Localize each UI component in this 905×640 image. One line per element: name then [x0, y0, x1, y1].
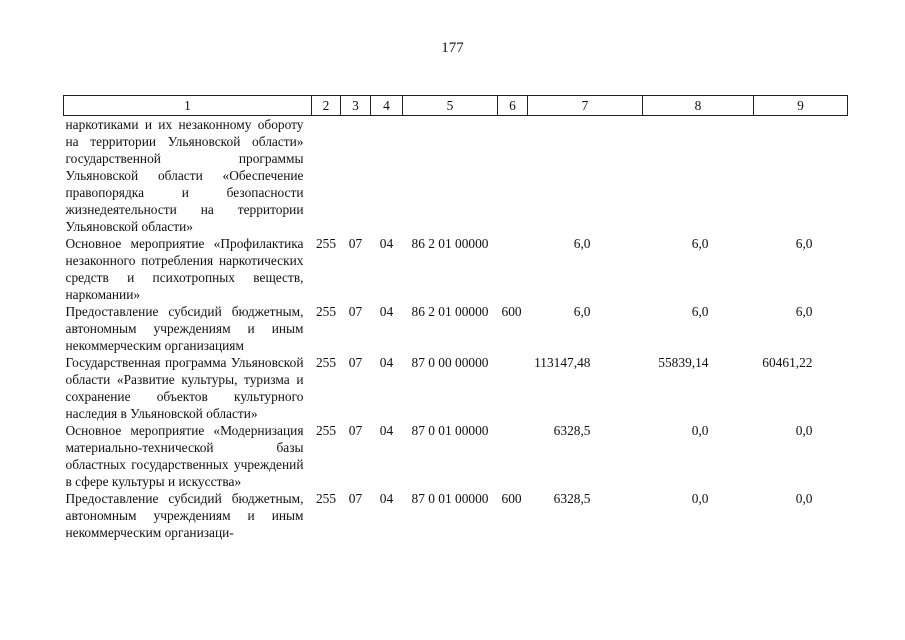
row-target-article — [403, 116, 498, 236]
row-ministry-code: 255 — [315, 423, 337, 438]
header-col-7: 7 — [528, 96, 643, 116]
row-section: 07 — [348, 304, 363, 319]
row-section: 07 — [348, 355, 363, 370]
row-amount-col8: 6,0 — [691, 304, 709, 319]
row-amount-col7 — [528, 116, 643, 236]
table-row — [64, 235, 848, 303]
row-name: наркотиками и их незаконному обороту на территории Ульяновской области» государственной программы Ульяновской области «Обеспечение правопорядка и безопасности жизнедеятельности на территории Ульяновской области» — [65, 117, 304, 234]
table-row — [64, 490, 848, 541]
table-row — [64, 303, 848, 354]
row-target-article: 86 2 01 00000 — [411, 304, 489, 319]
row-target-article: 87 0 01 00000 — [411, 491, 489, 506]
row-section: 07 — [348, 423, 363, 438]
row-target-article: 86 2 01 00000 — [411, 236, 489, 251]
row-name: Государственная программа Ульяновской области «Развитие культуры, туризма и сохранение объектов культурного наследия в Ульяновской области» — [65, 355, 304, 421]
header-col-2: 2 — [312, 96, 341, 116]
row-expense-type — [498, 354, 528, 422]
row-amount-col7: 6328,5 — [553, 423, 591, 438]
row-expense-type — [498, 116, 528, 236]
row-subsection: 04 — [379, 355, 394, 370]
row-name: Предоставление субсидий бюджетным, автономным учреждениям и иным некоммерческим организациям — [65, 304, 304, 353]
row-name: Основное мероприятие «Модернизация материально-технической базы областных государственных учреждений в сфере культуры и искусства» — [65, 423, 304, 489]
header-col-5: 5 — [403, 96, 498, 116]
row-subsection: 04 — [379, 304, 394, 319]
row-ministry-code: 255 — [315, 236, 337, 251]
row-subsection — [371, 116, 403, 236]
header-col-4: 4 — [371, 96, 403, 116]
header-col-6: 6 — [498, 96, 528, 116]
row-amount-col9: 6,0 — [795, 236, 813, 251]
row-expense-type: 600 — [501, 491, 522, 506]
row-section — [341, 116, 371, 236]
row-subsection: 04 — [379, 236, 394, 251]
row-expense-type — [498, 422, 528, 490]
row-name: Предоставление субсидий бюджетным, автономным учреждениям и иным некоммерческим организаци- — [65, 491, 304, 540]
row-target-article: 87 0 01 00000 — [411, 423, 489, 438]
table-row — [64, 422, 848, 490]
budget-table — [63, 95, 848, 541]
row-amount-col8: 0,0 — [691, 491, 709, 506]
header-row — [64, 96, 848, 116]
row-amount-col7: 6,0 — [573, 236, 591, 251]
row-amount-col7: 6,0 — [573, 304, 591, 319]
row-name: Основное мероприятие «Профилактика незаконного потребления наркотических средств и психотропных веществ, наркомании» — [65, 236, 304, 302]
row-amount-col7: 6328,5 — [553, 491, 591, 506]
row-subsection: 04 — [379, 491, 394, 506]
row-ministry-code: 255 — [315, 304, 337, 319]
row-expense-type — [498, 235, 528, 303]
row-amount-col8: 6,0 — [691, 236, 709, 251]
row-expense-type: 600 — [501, 304, 522, 319]
row-amount-col8: 55839,14 — [658, 355, 709, 370]
row-ministry-code: 255 — [315, 491, 337, 506]
row-amount-col7: 113147,48 — [534, 355, 591, 370]
row-section: 07 — [348, 236, 363, 251]
row-target-article: 87 0 00 00000 — [411, 355, 489, 370]
row-amount-col9: 60461,22 — [762, 355, 813, 370]
table-row — [64, 354, 848, 422]
row-amount-col9: 0,0 — [795, 491, 813, 506]
row-ministry-code — [312, 116, 341, 236]
header-col-9: 9 — [754, 96, 848, 116]
header-col-3: 3 — [341, 96, 371, 116]
row-subsection: 04 — [379, 423, 394, 438]
row-amount-col8: 0,0 — [691, 423, 709, 438]
page-number: 177 — [441, 40, 464, 56]
row-ministry-code: 255 — [315, 355, 337, 370]
header-col-1: 1 — [64, 96, 312, 116]
table-row — [64, 116, 848, 236]
row-amount-col9: 0,0 — [795, 423, 813, 438]
row-amount-col9: 6,0 — [795, 304, 813, 319]
row-amount-col9 — [754, 116, 848, 236]
header-col-8: 8 — [643, 96, 754, 116]
row-amount-col8 — [643, 116, 754, 236]
row-section: 07 — [348, 491, 363, 506]
